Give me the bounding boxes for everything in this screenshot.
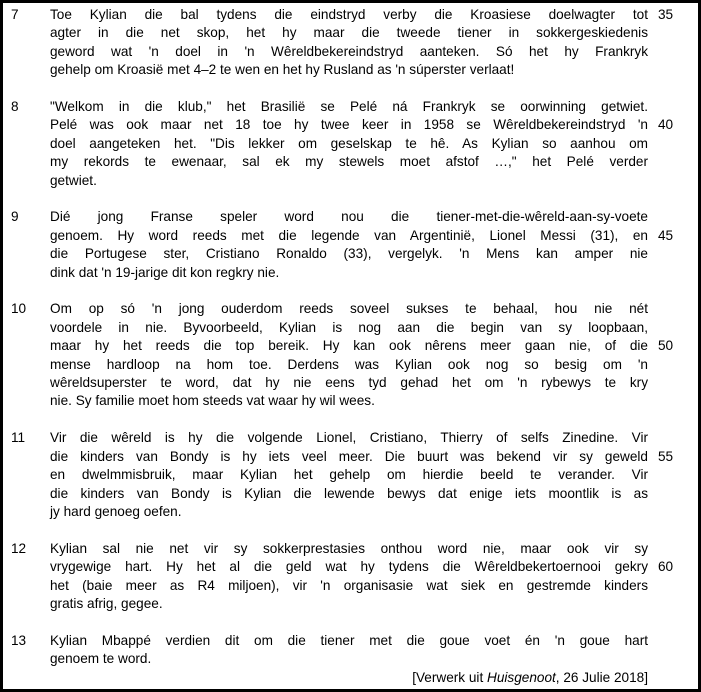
line-number-column xyxy=(648,6,698,24)
text-line: het (baie meer as R4 miljoen), vir 'n organisasie wat siek en gestremde kinders xyxy=(50,577,648,593)
text-line: Pelé was ook maar net 18 toe hy twee keer in 1958 se Wêreldbekereindstryd 'n xyxy=(50,117,648,133)
text-line: agter in die net skop, het hy maar die tweede tiener in sokkergeskiedenis xyxy=(50,25,648,41)
paragraph-number: 12 xyxy=(11,540,27,556)
paragraph-list xyxy=(11,6,698,669)
attribution xyxy=(11,669,648,687)
paragraph-row xyxy=(11,300,698,410)
text-line: Kylian Mbappé verdien dit om die tiener met die goue voet én 'n goue hart xyxy=(50,632,648,648)
attribution-suffix: , 26 Julie 2018] xyxy=(555,669,648,685)
line-number-marker: 50 xyxy=(658,338,674,354)
text-line: die kinders van Bondy is Kylian die lewende bewys dat enige iets moontlik is as xyxy=(50,485,648,501)
paragraph-text xyxy=(50,540,648,614)
text-line: Kylian sal nie net vir sy sokkerprestasies onthou word nie, maar ook vir sy xyxy=(50,540,648,556)
paragraph-text xyxy=(50,300,648,410)
line-number-marker: 40 xyxy=(658,117,674,133)
text-line: Om op só 'n jong ouderdom reeds soveel sukses te behaal, hou nie nét xyxy=(50,301,648,317)
paragraph-text xyxy=(50,6,648,80)
line-number-marker: 45 xyxy=(658,227,674,243)
line-number-column xyxy=(648,540,698,577)
text-line: gehelp om Kroasië met 4–2 te wen en het hy Rusland as 'n súperster verlaat! xyxy=(50,62,515,78)
line-number-marker: 60 xyxy=(658,559,674,575)
text-line: maar hy het reeds die top bereik. Hy kan ook nêrens meer gaan nie, of die xyxy=(50,338,648,354)
attribution-prefix: [Verwerk uit xyxy=(412,669,488,685)
text-line: doel aangeteken het. "Dis lekker om geselskap te hê. As Kylian so aanhou om xyxy=(50,135,648,151)
paragraph-row xyxy=(11,632,698,669)
text-line: dink dat 'n 19-jarige dit kon regkry nie. xyxy=(50,264,280,280)
paragraph-text xyxy=(50,429,648,521)
text-line: voordele in nie. Byvoorbeeld, Kylian is nog aan die begin van sy loopbaan, xyxy=(50,319,648,335)
paragraph-row xyxy=(11,429,698,521)
text-line: wêreldsuperster te word, dat hy nie eens tyd gehad het om 'n rybewys te kry xyxy=(50,375,648,391)
text-line: jy hard genoeg oefen. xyxy=(50,503,182,519)
line-number-column xyxy=(648,300,698,355)
text-line: getwiet. xyxy=(50,172,97,188)
text-line: gratis afrig, gegee. xyxy=(50,595,163,611)
paragraph-number: 9 xyxy=(11,209,19,225)
paragraph-number: 11 xyxy=(11,430,26,446)
paragraph-row xyxy=(11,98,698,190)
paragraph-number: 8 xyxy=(11,99,19,115)
paragraph-text xyxy=(50,632,648,669)
text-line: mense hardloop na hom toe. Derdens was Kylian ook nog so besig om 'n xyxy=(50,356,648,372)
attribution-source: Huisgenoot xyxy=(487,669,556,685)
text-line: geword wat 'n doel in 'n Wêreldbekereindstryd aanteken. Só het hy Frankryk xyxy=(50,43,648,59)
line-number-column xyxy=(648,208,698,245)
paragraph-row xyxy=(11,540,698,614)
text-line: en dwelmmisbruik, maar Kylian het gehelp om hierdie beeld te verander. Vir xyxy=(50,467,648,483)
line-number-column xyxy=(648,98,698,135)
paragraph-row xyxy=(11,6,698,80)
text-line: vrygewige hart. Hy het al die geld wat hy tydens die Wêreldbekertoernooi gekry xyxy=(50,559,648,575)
line-number-column xyxy=(648,429,698,466)
text-line: genoem te word. xyxy=(50,651,152,667)
paragraph-number: 7 xyxy=(11,7,19,22)
paragraph-number: 10 xyxy=(11,301,27,317)
text-line: nie. Sy familie moet hom steeds vat waar hy wil wees. xyxy=(50,393,375,409)
paragraph-row xyxy=(11,208,698,282)
text-line: my rekords te ewenaar, sal ek my stewels moet afstof …," het Pelé verder xyxy=(50,154,648,170)
text-line: "Welkom in die klub," het Brasilië se Pelé ná Frankryk se oorwinning getwiet. xyxy=(50,99,648,115)
paragraph-number: 13 xyxy=(11,632,27,648)
paragraph-text xyxy=(50,208,648,282)
text-line: Vir die wêreld is hy die volgende Lionel, Cristiano, Thierry of selfs Zinedine. Vir xyxy=(50,430,648,446)
line-number-marker: 55 xyxy=(658,448,674,464)
text-line: die Portugese ster, Cristiano Ronaldo (33), vergelyk. 'n Mens kan amper nie xyxy=(50,246,648,262)
paragraph-text xyxy=(50,98,648,190)
text-line: die kinders van Bondy is hy iets veel meer. Die buurt was bekend vir sy geweld xyxy=(50,448,648,464)
text-line: genoem. Hy word reeds met die legende van Argentinië, Lionel Messi (31), en xyxy=(50,227,648,243)
text-line: Toe Kylian die bal tydens die eindstryd verby die Kroasiese doelwagter tot xyxy=(50,7,648,22)
line-number-marker: 35 xyxy=(658,7,674,22)
text-line: Dié jong Franse speler word nou die tiener-met-die-wêreld-aan-sy-voete xyxy=(50,209,648,225)
